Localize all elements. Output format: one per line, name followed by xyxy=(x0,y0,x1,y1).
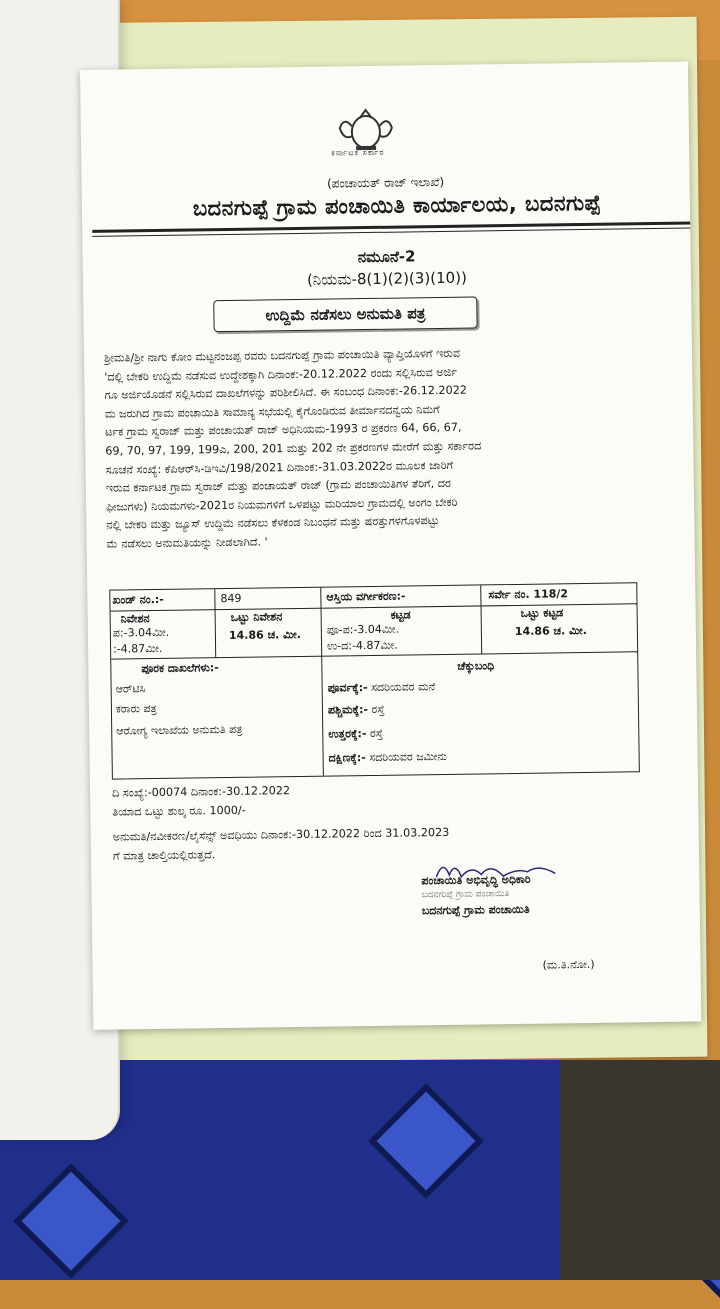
body-line: ಫೀಜುಗಳು) ನಿಯಮಗಳು-2021ರ ನಿಯಮಗಳಿಗೆ ಒಳಪಟ್ಟು ಮರಿಯಾಲ ಗ್ರಾಮದಲ್ಲಿ ಅಂಗಂ ಬೇಕರಿ xyxy=(106,495,458,514)
signatory-office: ಬದನಗುಪ್ಪೆ ಗ್ರಾಮ ಪಂಚಾಯಿತಿ xyxy=(421,902,530,918)
boundary-value: ಸದರಿಯವರ ಮನೆ xyxy=(371,680,436,694)
bag-corner xyxy=(560,1060,720,1280)
signatory-title: ಪಂಚಾಯಿತಿ ಅಭಿವೃದ್ಧಿ ಅಧಿಕಾರಿ xyxy=(421,872,531,888)
property-table xyxy=(109,582,640,779)
boundary-row xyxy=(328,680,436,695)
boundary-label: ಪಶ್ಚಿಮಕ್ಕೆ:- xyxy=(327,703,369,717)
boundary-label: ಪೂರ್ವಕ್ಕೆ:- xyxy=(327,681,368,695)
body-line: 69, 70, 97, 199, 199ಎ, 200, 201 ಮತ್ತು 202 ನೇ ಪ್ರಕರಣಗಳ ಮೇರೆಗೆ ಮತ್ತು ಸರ್ಕಾರದ xyxy=(105,439,482,458)
table-rule xyxy=(320,588,324,776)
site-dimension: :-4.87ಮೀ. xyxy=(112,641,163,656)
table-rule xyxy=(480,585,482,653)
plot-label: ಖಂಡ್ ನಂ.:- xyxy=(112,592,164,607)
footer-line: ಗೆ ಮಾತ್ರ ಚಾಲ್ತಿಯಲ್ಲಿರುತ್ತದೆ. xyxy=(112,848,216,863)
body-line: ಮ ಜರುಗಿದ ಗ್ರಾಮ ಪಂಚಾಯಿತಿ ಸಾಮಾನ್ಯ ಸಭೆಯಲ್ಲಿ ಕೈಗೊಂಡಿರುವ ತೀರ್ಮಾನದನ್ವಯ ನಿಮಗೆ xyxy=(104,402,440,421)
classification-label: ಆಸ್ತಿಯ ವರ್ಗೀಕರಣ:- xyxy=(326,589,406,604)
table-rule xyxy=(214,589,216,657)
supporting-doc: ಆರ್‌ಟಿಸಿ xyxy=(115,682,146,696)
cloth-pattern xyxy=(368,1083,484,1199)
total-site-header: ಒಟ್ಟು ನಿವೇಶನ xyxy=(230,610,283,624)
permit-document xyxy=(80,62,701,1030)
body-line: ಶ್ರೀಮತಿ/ಶ್ರೀ ನಾಗು ಕೋಂ ಮಟ್ಟನಂಜಪ್ಪ ರವರು ಬದನಗುಪ್ಪೆ ಗ್ರಾಮ ಪಂಚಾಯಿತಿ ವ್ಯಾಪ್ತಿಯೊಳಗೆ ಇರುವ xyxy=(103,346,461,365)
supporting-doc: ಕರಾರು ಪತ್ರ xyxy=(115,701,157,716)
footer-line: ತಿಯಾದ ಒಟ್ಟು ಶುಲ್ಕ ರೂ. 1000/- xyxy=(112,803,246,819)
body-line: ರ್ಟಕ ಗ್ರಾಮ ಸ್ವರಾಜ್ ಮತ್ತು ಪಂಚಾಯತ್ ರಾಜ್ ಅಧಿನಿಯಮ-1993 ರ ಪ್ರಕರಣ 64, 66, 67, xyxy=(104,421,462,440)
body-line: ಸೂಚನೆ ಸಂಖ್ಯೆ: ಕೆಪಿಆರ್‌ಸಿ-ಡಿಇವಿ/198/2021 ದಿನಾಂಕ:-31.03.2022ರ ಮೂಲಕ ಜಾರಿಗೆ xyxy=(105,458,454,477)
fee-details xyxy=(112,776,693,866)
boundary-value: ರಸ್ತೆ xyxy=(371,702,385,716)
building-dimension: ಪೂ-ಪ:-3.04ಮೀ. xyxy=(326,622,400,637)
boundary-value: ಸದರಿಯವರ ಜಮೀನು xyxy=(369,749,447,765)
site-header: ನಿವೇಶನ xyxy=(120,612,150,626)
total-site-value: 14.86 ಚ. ಮೀ. xyxy=(228,627,302,642)
note-label: (ಮ.ತಿ.ನೋ.) xyxy=(542,957,595,972)
site-dimension: ಪ:-3.04ಮೀ. xyxy=(112,625,170,640)
boundary-row xyxy=(328,727,383,742)
supporting-doc: ಆರೋಗ್ಯ ಇಲಾಖೆಯ ಅನುಮತಿ ಪತ್ರ xyxy=(116,722,243,738)
footer-line: ಅನುಮತಿ/ನವೀಕರಣ/ಲೈಸೆನ್ಸ್ ಅವಧಿಯು ದಿನಾಂಕ:-30.12.2022 ರಿಂದ 31.03.2023 xyxy=(112,825,450,844)
boundary-row xyxy=(328,703,385,718)
building-header: ಕಟ್ಟಡ xyxy=(390,608,411,622)
survey-label: ಸರ್ವೇ ನಂ. 118/2 xyxy=(488,587,569,602)
body-line: 'ದಲ್ಲಿ ಬೇಕರಿ ಉದ್ದಿಮೆ ನಡೆಸುವ ಉದ್ದೇಶಕ್ಕಾಗಿ ದಿನಾಂಕ:-20.12.2022 ರಂದು ಸಲ್ಲಿಸಿರುವ ಅರ್ಜಿ xyxy=(104,365,458,384)
boundary-label: ಉತ್ತರಕ್ಕೆ:- xyxy=(328,727,367,741)
body-paragraph xyxy=(104,342,692,555)
building-dimension: ಉ-ದ:-4.87ಮೀ. xyxy=(326,638,398,653)
boundary-value: ರಸ್ತೆ xyxy=(369,726,384,741)
signatory-office: ಬದನಗುಪ್ಪೆ ಗ್ರಾಮ ಪಂಚಾಯಿತಿ xyxy=(421,889,510,901)
supporting-docs-header: ಪೂರಕ ದಾಖಲೆಗಳು:- xyxy=(141,661,219,676)
boundary-row xyxy=(329,750,447,766)
body-line: ಗೂ ಅರ್ಜಿಯೊಡನೆ ಸಲ್ಲಿಸಿರುವ ದಾಖಲೆಗಳನ್ನು ಪರಿಶೀಲಿಸಿದೆ. ಈ ಸಂಬಂಧ ದಿನಾಂಕ:-26.12.2022 xyxy=(104,383,468,402)
body-line: ನಲ್ಲಿ ಬೇಕರಿ ಮತ್ತು ಜ್ಯೂಸ್ ಉದ್ದಿಮೆ ನಡೆಸಲು ಕೆಳಕಂಡ ನಿಬಂಧನೆ ಮತ್ತು ಷರತ್ತುಗಳಗೊಳಪಟ್ಟು xyxy=(106,514,440,533)
total-building-header: ಒಟ್ಟು ಕಟ್ಟಡ xyxy=(520,606,564,620)
signature-block xyxy=(421,872,531,919)
boundary-label: ದಕ್ಷಿಣಕ್ಕೆ:- xyxy=(328,751,366,765)
certificate-title: ಉದ್ದಿಮೆ ನಡೆಸಲು ಅನುಮತಿ ಪತ್ರ xyxy=(213,296,477,332)
body-line: ಇರುವ ಕರ್ನಾಟಕ ಗ್ರಾಮ ಸ್ವರಾಜ್ ಮತ್ತು ಪಂಚಾಯತ್ ರಾಜ್ (ಗ್ರಾಮ ಪಂಚಾಯಿತಿಗಳ ತೆರಿಗೆ, ದರ xyxy=(105,477,451,495)
footer-line: ದಿ ಸಂಖ್ಯೆ:-00074 ದಿನಾಂಕ:-30.12.2022 xyxy=(112,784,291,800)
rule-reference: (ನಿಯಮ-8(1)(2)(3)(10)) xyxy=(306,268,467,289)
body-line: ಮೆ ನಡೆಸಲು ಅನುಮತಿಯನ್ನು ನೀಡಲಾಗಿದೆ. ' xyxy=(106,535,268,551)
department-label: (ಪಂಚಾಯತ್ ರಾಜ್ ಇಲಾಖೆ) xyxy=(326,174,445,191)
total-building-value: 14.86 ಚ. ಮೀ. xyxy=(514,623,587,638)
form-number: ನಮೂನೆ-2 xyxy=(357,247,416,267)
emblem-caption: ಕರ್ನಾಟಕ ಸರ್ಕಾರ xyxy=(331,147,385,158)
boundaries-header: ಚೆಕ್ಕುಬಂಧಿ xyxy=(457,659,495,673)
plot-value: 849 xyxy=(220,591,242,606)
office-title: ಬದನಗುಪ್ಪೆ ಗ್ರಾಮ ಪಂಚಾಯಿತಿ ಕಾರ್ಯಾಲಯ, ಬದನಗುಪ್ಪೆ xyxy=(192,190,602,221)
cloth-pattern xyxy=(13,1163,129,1279)
